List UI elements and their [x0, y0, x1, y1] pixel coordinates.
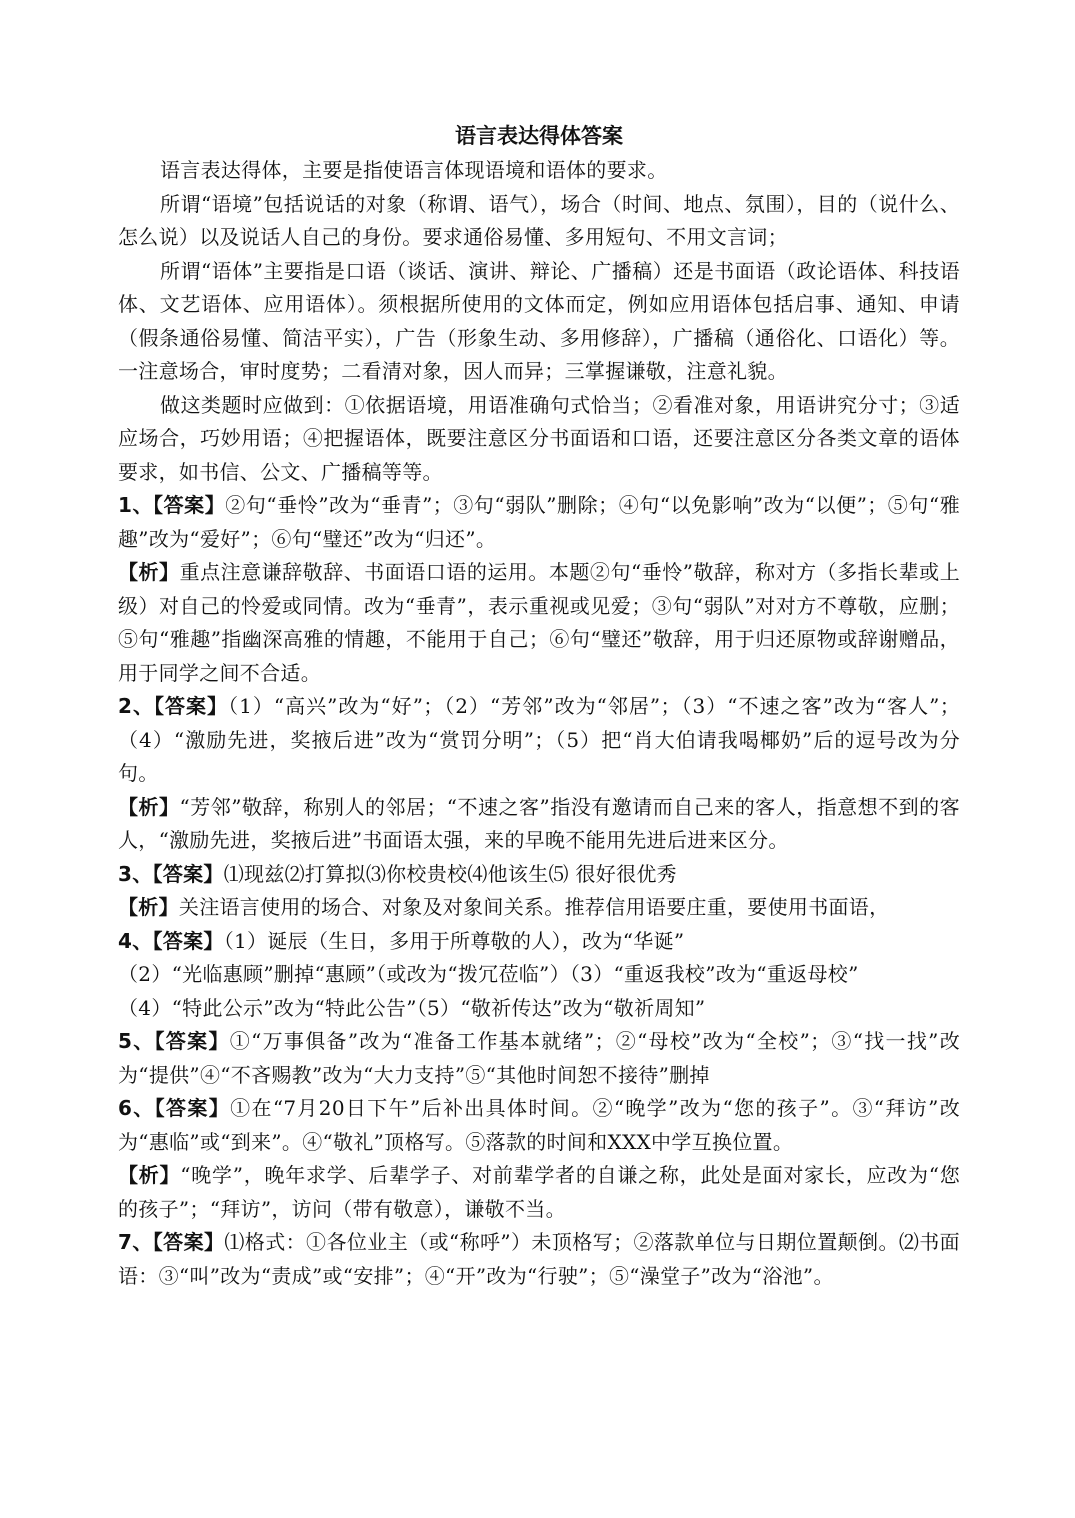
q2-answer-label: 2、【答案】 [118, 694, 229, 718]
q3-answer [118, 858, 960, 892]
q3-answer-label: 3、【答案】 [118, 861, 224, 886]
q5-answer [118, 1025, 960, 1092]
q6-answer-text: ①在“7月20日下午”后补出具体时间。②“晚学”改为“您的孩子”。③“拜访”改为“惠临”或“到来”。④“敬礼”顶格写。⑤落款的时间和XXX中学互换位置。 [118, 1096, 961, 1154]
q4-answer-line-2: （2）“光临惠顾”删掉“惠顾”（或改为“拨冗莅临”）（3）“重返我校”改为“重返母校” [118, 962, 859, 986]
q6-answer-label: 6、【答案】 [118, 1096, 231, 1120]
q2-answer-text: （1）“高兴”改为“好”；（2）“芳邻”改为“邻居”；（3）“不速之客”改为“客人”；（4）“激励先进，奖掖后进”改为“赏罚分明”；（5）把“肖大伯请我喝椰奶”后的逗号改为分句。 [118, 694, 960, 785]
document-page [118, 118, 960, 1293]
q1-answer [118, 489, 960, 556]
q7-answer [118, 1226, 960, 1293]
q3-analysis [118, 891, 960, 925]
intro-paragraph-2: 所谓“语境”包括说话的对象（称谓、语气），场合（时间、地点、氛围），目的（说什么、怎么说）以及说话人自己的身份。要求通俗易懂、多用短句、不用文言词； [118, 191, 960, 249]
q1-answer-text: ②句“垂怜”改为“垂青”；③句“弱队”删除；④句“以免影响”改为“以便”；⑤句“雅趣”改为“爱好”；⑥句“璧还”改为“归还”。 [118, 493, 960, 551]
q5-answer-label: 5、【答案】 [118, 1029, 230, 1053]
q2-analysis-text: “芳邻”敬辞，称别人的邻居；“不速之客”指没有邀请而自己来的客人，指意想不到的客人，“激励先进，奖掖后进”书面语太强，来的早晚不能用先进后进来区分。 [118, 794, 960, 852]
q1-answer-label: 1、【答案】 [118, 493, 226, 517]
q6-analysis-text: “晚学”，晚年求学、后辈学子、对前辈学者的自谦之称，此处是面对家长，应改为“您的孩子”；“拜访”，访问（带有敬意），谦敬不当。 [118, 1163, 961, 1221]
q7-answer-label: 7、【答案】 [118, 1230, 225, 1254]
q6-analysis-label: 【析】 [118, 1163, 181, 1187]
q6-analysis [118, 1159, 960, 1226]
q4-answer-label: 4、【答案】 [118, 928, 224, 953]
q4-answer [118, 925, 960, 1026]
q3-analysis-label: 【析】 [118, 895, 179, 919]
document-title: 语言表达得体答案 [455, 124, 623, 148]
q1-analysis-text: 重点注意谦辞敬辞、书面语口语的运用。本题②句“垂怜”敬辞，称对方（多指长辈或上级）对自己的怜爱或同情。改为“垂青”，表示重视或见爱；③句“弱队”对对方不尊敬，应删；⑤句“雅趣”指幽深高雅的情趣，不能用于自己；⑥句“璧还”敬辞，用于归还原物或辞谢赠品，用于同学之间不合适。 [118, 560, 960, 685]
q7-answer-text: ⑴格式：①各位业主（或“称呼”）未顶格写；②落款单位与日期位置颠倒。⑵书面语：③“叫”改为“责成”或“安排”；④“开”改为“行驶”；⑤“澡堂子”改为“浴池”。 [118, 1230, 960, 1288]
intro-paragraph-4: 做这类题时应做到：①依据语境，用语准确句式恰当；②看准对象，用语讲究分寸；③适应场合，巧妙用语；④把握语体，既要注意区分书面语和口语，还要注意区分各类文章的语体要求，如书信、公文、广播稿等等。 [118, 392, 960, 484]
intro-paragraph-1: 语言表达得体，主要是指使语言体现语境和语体的要求。 [160, 158, 668, 182]
q6-answer [118, 1092, 960, 1159]
intro-paragraph-3: 所谓“语体”主要指是口语（谈话、演讲、辩论、广播稿）还是书面语（政论语体、科技语体、文艺语体、应用语体）。须根据所使用的文体而定，例如应用语体包括启事、通知、申请（假条通俗易懂、简洁平实），广告（形象生动、多用修辞），广播稿（通俗化、口语化）等。一注意场合，审时度势；二看清对象，因人而异；三掌握谦敬，注意礼貌。 [118, 258, 960, 383]
q1-analysis [118, 556, 960, 690]
q4-answer-line-1: （1）诞辰（生日，多用于所尊敬的人），改为“华诞” [223, 928, 685, 953]
q2-answer [118, 690, 960, 791]
q4-answer-line-3: （4）“特此公示”改为“特此公告”（5）“敬祈传达”改为“敬祈周知” [118, 995, 706, 1020]
q1-analysis-label: 【析】 [118, 560, 180, 584]
q2-analysis [118, 791, 960, 858]
q5-answer-text: ①“万事俱备”改为“准备工作基本就绪”；②“母校”改为“全校”；③“找一找”改为“提供”④“不吝赐教”改为“大力支持”⑤“其他时间恕不接待”删掉 [118, 1029, 960, 1087]
q3-answer-text: ⑴现兹⑵打算拟⑶你校贵校⑷他该生⑸ 很好很优秀 [223, 861, 677, 886]
q3-analysis-text: 关注语言使用的场合、对象及对象间关系。推荐信用语要庄重，要使用书面语， [178, 895, 890, 919]
q2-analysis-label: 【析】 [118, 794, 180, 819]
